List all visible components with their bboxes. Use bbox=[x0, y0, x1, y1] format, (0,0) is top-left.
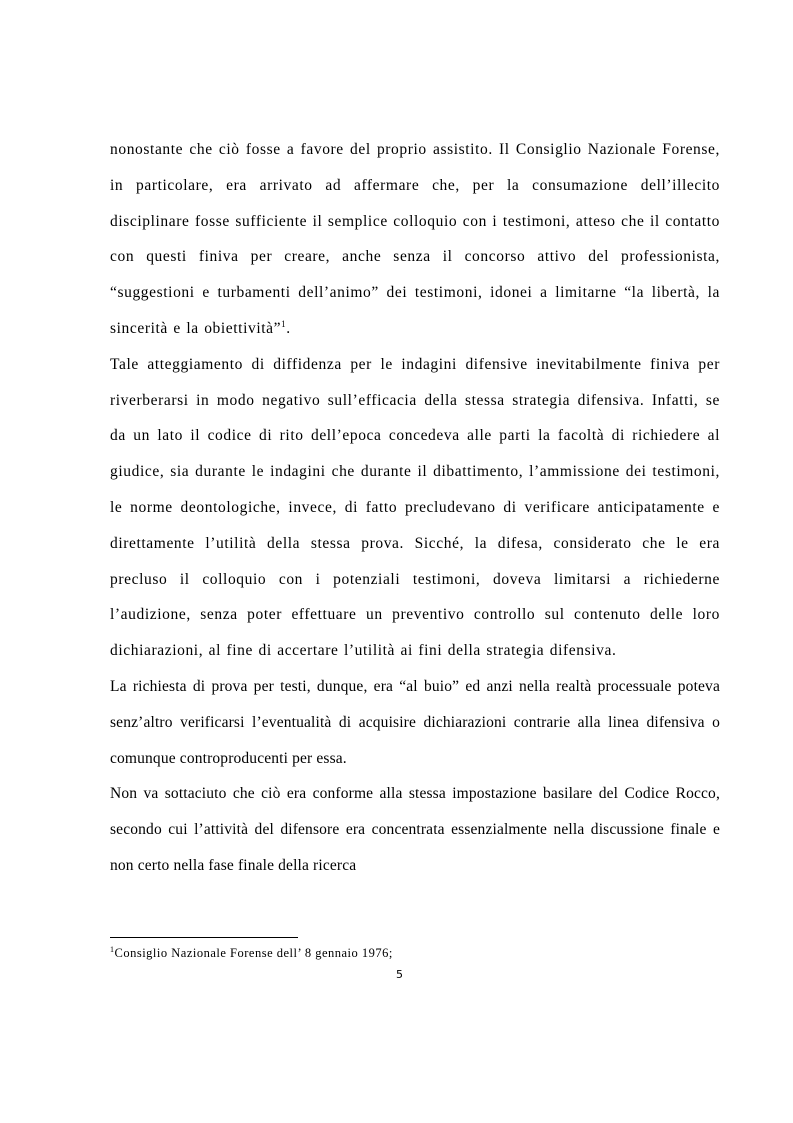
paragraph-4: Non va sottaciuto che ciò era conforme alla stessa impostazione basilare del Codice Rocco, secondo cui l’attività del difensore era concentrata essenzialmente nella discussione finale e non certo nella fase finale della ricerca bbox=[110, 785, 720, 874]
paragraph-3: La richiesta di prova per testi, dunque, era “al buio” ed anzi nella realtà processuale poteva senz’altro verificarsi l’eventualità di acquisire dichiarazioni contrarie alla linea difensiva o comunque controproducenti per essa. bbox=[110, 677, 720, 767]
paragraph-1-text: nonostante che ciò fosse a favore del proprio assistito. Il Consiglio Nazionale Forense, in particolare, era arrivato ad affermare che, per la consumazione dell’illecito disciplinare fosse sufficiente il semplice colloquio con i testimoni, atteso che il contatto con questi finiva per creare, anche senza il concorso attivo del professionista, “suggestioni e turbamenti dell’animo” dei testimoni, idonei a limitarne “la libertà, la sincerità e la obiettività” bbox=[110, 141, 720, 337]
paragraph-1 bbox=[110, 132, 720, 347]
footnote bbox=[110, 945, 720, 961]
page-number: 5 bbox=[396, 968, 403, 981]
footnote-separator bbox=[110, 937, 298, 938]
paragraph-2: Tale atteggiamento di diffidenza per le indagini difensive inevitabilmente finiva per riverberarsi in modo negativo sull’efficacia della stessa strategia difensiva. Infatti, se da un lato il codice di rito dell’epoca concedeva alle parti la facoltà di richiedere al giudice, sia durante le indagini che durante il dibattimento, l’ammissione dei testimoni, le norme deontologiche, invece, di fatto precludevano di verificare anticipatamente e direttamente l’utilità della stessa prova. Sicché, la difesa, considerato che le era precluso il colloquio con i potenziali testimoni, doveva limitarsi a richiederne l’audizione, senza poter effettuare un preventivo controllo sul contenuto delle loro dichiarazioni, al fine di accertare l’utilità ai fini della strategia difensiva. bbox=[110, 355, 720, 660]
body-text bbox=[110, 132, 720, 884]
paragraph-1-tail: . bbox=[286, 319, 291, 337]
footnote-number: 1 bbox=[110, 944, 115, 954]
footnote-reference[interactable]: 1 bbox=[281, 318, 287, 329]
footnote-text: Consiglio Nazionale Forense dell’ 8 gennaio 1976; bbox=[114, 946, 393, 960]
